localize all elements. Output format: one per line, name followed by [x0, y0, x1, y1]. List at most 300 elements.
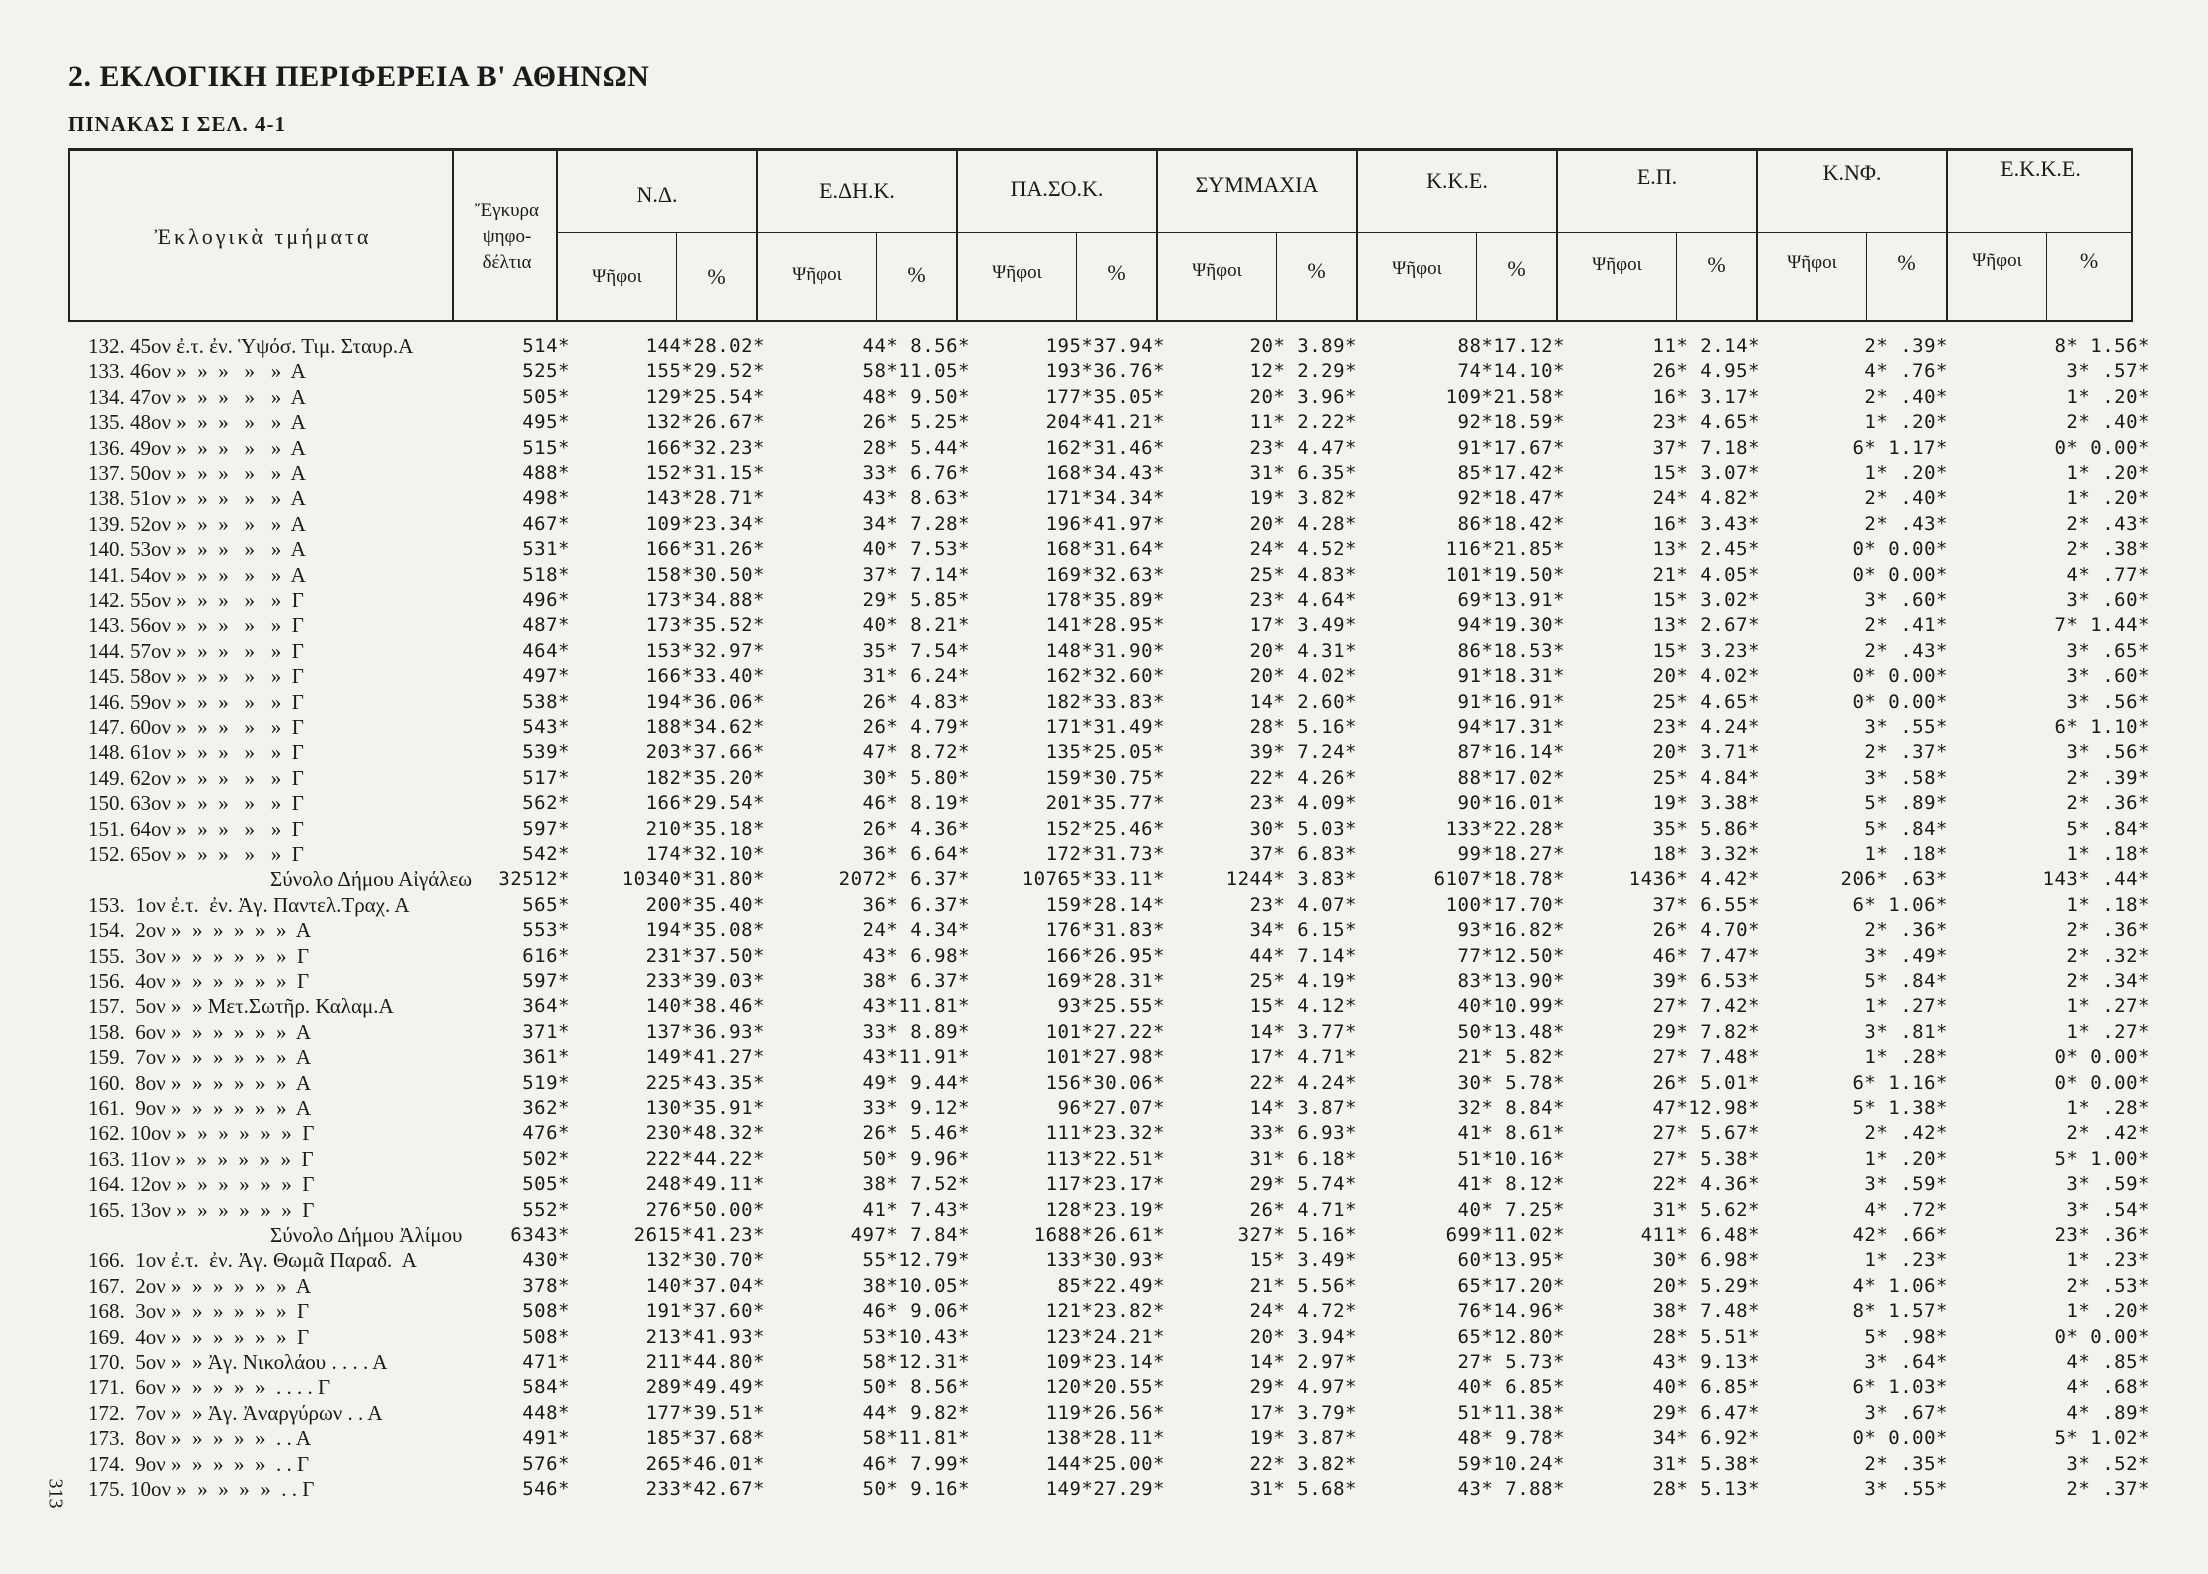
- party-result-cell: 201*35.77*: [1045, 792, 1165, 815]
- party-result-cell: 196*41.97*: [1045, 512, 1165, 535]
- party-result-cell: 0* 0.00*: [1852, 563, 1948, 586]
- section-label: 132. 45ον ἐ.τ. ἐν. Ὑψόσ. Τιμ. Σταυρ.Α: [88, 334, 414, 358]
- party-pasok: ΠΑ.ΣΟ.Κ.: [1010, 176, 1104, 201]
- party-result-cell: 3* .60*: [2066, 589, 2150, 611]
- party-result-cell: 2* .37*: [1864, 741, 1948, 764]
- table-row: [0, 740, 2208, 766]
- party-result-cell: 2615*41.23*: [633, 1224, 765, 1246]
- section-label: 153. 1ον ἐ.τ. ἐν. Ἀγ. Παντελ.Τραχ. Α: [88, 892, 410, 917]
- section-label: 136. 49ον » » » » » Α: [88, 435, 306, 460]
- party-result-cell: 76*14.96*: [1457, 1300, 1565, 1323]
- table-row: [0, 1477, 2208, 1503]
- party-result-cell: 83*13.90*: [1457, 970, 1565, 992]
- party-result-cell: 26* 4.36*: [862, 817, 970, 840]
- party-result-cell: 48* 9.50*: [862, 385, 970, 408]
- party-result-cell: 25* 4.19*: [1249, 970, 1357, 992]
- party-result-cell: 4* .89*: [2066, 1401, 2150, 1424]
- valid-ballots-cell: 508*: [522, 1325, 570, 1348]
- party-result-cell: 176*31.83*: [1045, 919, 1165, 942]
- party-result-cell: 4* .85*: [2066, 1351, 2150, 1373]
- party-result-cell: 120*20.55*: [1045, 1376, 1165, 1399]
- party-result-cell: 38* 7.52*: [862, 1173, 970, 1196]
- party-result-cell: 101*19.50*: [1445, 563, 1565, 586]
- section-label: 158. 6ον » » » » » » Α: [88, 1019, 312, 1044]
- party-result-cell: 3* .55*: [1864, 716, 1948, 738]
- table-row: [0, 994, 2208, 1020]
- party-result-cell: 327* 5.16*: [1237, 1224, 1357, 1246]
- valid-ballots-cell: 487*: [522, 614, 570, 637]
- party-result-cell: 43*11.91*: [862, 1046, 970, 1069]
- party-result-cell: 33* 6.93*: [1249, 1122, 1357, 1145]
- party-result-cell: 497* 7.84*: [850, 1224, 970, 1246]
- party-result-cell: 200*35.40*: [645, 893, 765, 916]
- table-row: [0, 1172, 2208, 1198]
- party-result-cell: 211*44.80*: [645, 1351, 765, 1373]
- percent-heading: %: [1507, 256, 1526, 281]
- percent-heading: %: [707, 264, 726, 289]
- party-result-cell: 173*34.88*: [645, 589, 765, 611]
- party-result-cell: 93*25.55*: [1057, 995, 1165, 1018]
- party-result-cell: 13* 2.67*: [1652, 614, 1760, 637]
- section-label: 163. 11ον » » » » » » Γ: [88, 1146, 314, 1171]
- party-result-cell: 133*30.93*: [1045, 1249, 1165, 1272]
- party-result-cell: 162*32.60*: [1045, 665, 1165, 688]
- table-row: [0, 766, 2208, 792]
- table-header: [68, 148, 2133, 322]
- percent-heading: %: [1107, 260, 1126, 285]
- party-result-cell: 18* 3.32*: [1652, 843, 1760, 865]
- party-result-cell: 117*23.17*: [1045, 1173, 1165, 1196]
- party-result-cell: 51*11.38*: [1457, 1401, 1565, 1424]
- table-row: [0, 1325, 2208, 1351]
- party-result-cell: 101*27.22*: [1045, 1020, 1165, 1043]
- party-result-cell: 2* .40*: [1864, 487, 1948, 510]
- section-label: 142. 55ον » » » » » Γ: [88, 588, 304, 612]
- party-result-cell: 43* 6.98*: [862, 944, 970, 967]
- party-result-cell: 129*25.54*: [645, 385, 765, 408]
- party-result-cell: 152*25.46*: [1045, 817, 1165, 840]
- valid-ballots-cell: 498*: [522, 487, 570, 510]
- party-result-cell: 172*31.73*: [1045, 843, 1165, 865]
- party-result-cell: 123*24.21*: [1045, 1325, 1165, 1348]
- party-result-cell: 58*11.05*: [862, 360, 970, 383]
- party-result-cell: 42* .66*: [1852, 1224, 1948, 1246]
- party-result-cell: 29* 7.82*: [1652, 1020, 1760, 1043]
- party-result-cell: 233*42.67*: [645, 1478, 765, 1500]
- party-result-cell: 1* .20*: [1864, 1147, 1948, 1170]
- party-result-cell: 27* 7.48*: [1652, 1046, 1760, 1069]
- valid-ballots-cell: 616*: [522, 944, 570, 967]
- table-row: [0, 1121, 2208, 1147]
- party-result-cell: 86*18.42*: [1457, 512, 1565, 535]
- valid-ballots-cell: 565*: [522, 893, 570, 916]
- party-result-cell: 39* 7.24*: [1249, 741, 1357, 764]
- party-result-cell: 5* 1.38*: [1852, 1097, 1948, 1119]
- party-result-cell: 171*34.34*: [1045, 487, 1165, 510]
- party-result-cell: 58*11.81*: [862, 1427, 970, 1450]
- section-label: 165. 13ον » » » » » » Γ: [88, 1197, 315, 1222]
- table-row: [0, 537, 2208, 563]
- party-result-cell: 29* 5.85*: [862, 589, 970, 611]
- table-row: [0, 588, 2208, 614]
- valid-ballots-cell: 519*: [522, 1071, 570, 1094]
- table-row: [0, 563, 2208, 589]
- section-label: 152. 65ον » » » » » Γ: [88, 842, 304, 866]
- party-result-cell: 116*21.85*: [1445, 538, 1565, 561]
- party-result-cell: 39* 6.53*: [1652, 970, 1760, 992]
- party-result-cell: 4* .76*: [1864, 360, 1948, 383]
- party-result-cell: 3* .67*: [1864, 1401, 1948, 1424]
- party-kke: Κ.Κ.Ε.: [1426, 168, 1488, 193]
- valid-ballots-cell: 476*: [522, 1122, 570, 1145]
- party-result-cell: 109*21.58*: [1445, 385, 1565, 408]
- party-result-cell: 166*31.26*: [645, 538, 765, 561]
- party-result-cell: 3* .56*: [2066, 741, 2150, 764]
- table-row: [0, 1045, 2208, 1071]
- section-label: 149. 62ον » » » » » Γ: [88, 765, 304, 790]
- party-result-cell: 46* 9.06*: [862, 1300, 970, 1323]
- party-result-cell: 19* 3.38*: [1652, 792, 1760, 815]
- party-result-cell: 74*14.10*: [1457, 360, 1565, 383]
- party-result-cell: 24* 4.34*: [862, 919, 970, 942]
- party-result-cell: 132*26.67*: [645, 411, 765, 434]
- valid-ballots-cell: 361*: [522, 1046, 570, 1069]
- table-row: [0, 334, 2208, 360]
- party-result-cell: 2* .36*: [1864, 919, 1948, 942]
- percent-heading: %: [2079, 248, 2099, 273]
- party-result-cell: 88*17.12*: [1457, 335, 1565, 357]
- party-result-cell: 38*10.05*: [862, 1274, 970, 1297]
- table-row: [0, 1248, 2208, 1274]
- party-result-cell: 69*13.91*: [1457, 589, 1565, 611]
- party-result-cell: 3* .49*: [1864, 944, 1948, 967]
- party-result-cell: 93*16.82*: [1457, 919, 1565, 942]
- party-result-cell: 30* 5.78*: [1457, 1071, 1565, 1094]
- table-row: [0, 918, 2208, 944]
- valid-ballots-cell: 546*: [522, 1478, 570, 1500]
- party-result-cell: 22* 4.26*: [1249, 766, 1357, 789]
- valid-ballots-cell: 576*: [522, 1452, 570, 1475]
- votes-heading: Ψῆφοι: [592, 266, 642, 287]
- party-result-cell: 177*39.51*: [645, 1401, 765, 1424]
- subtotal-label: Σύνολο Δήμου Ἀλίμου: [270, 1223, 463, 1247]
- party-result-cell: 31* 5.62*: [1652, 1198, 1760, 1221]
- party-result-cell: 15* 3.02*: [1652, 589, 1760, 611]
- votes-heading: Ψῆφοι: [1192, 260, 1242, 281]
- party-result-cell: 1244* 3.83*: [1225, 868, 1357, 891]
- valid-ballots-cell: 378*: [522, 1274, 570, 1297]
- party-result-cell: 1* .18*: [1864, 843, 1948, 865]
- party-result-cell: 166*32.23*: [645, 436, 765, 459]
- party-result-cell: 34* 6.15*: [1249, 919, 1357, 942]
- party-result-cell: 213*41.93*: [645, 1325, 765, 1348]
- party-result-cell: 43*11.81*: [862, 995, 970, 1018]
- party-result-cell: 8* 1.56*: [2054, 335, 2150, 357]
- table-row: [0, 1426, 2208, 1452]
- party-result-cell: 40* 6.85*: [1652, 1376, 1760, 1399]
- party-result-cell: 23* 4.64*: [1249, 589, 1357, 611]
- party-result-cell: 59*10.24*: [1457, 1452, 1565, 1475]
- party-result-cell: 144*25.00*: [1045, 1452, 1165, 1475]
- party-result-cell: 92*18.59*: [1457, 411, 1565, 434]
- party-nd: Ν.Δ.: [636, 182, 678, 207]
- party-result-cell: 2* .43*: [1864, 512, 1948, 535]
- percent-heading: %: [1707, 252, 1726, 277]
- party-result-cell: 3* .56*: [2066, 690, 2150, 713]
- party-result-cell: 20* 3.89*: [1249, 335, 1357, 357]
- party-result-cell: 0* 0.00*: [1852, 690, 1948, 713]
- party-result-cell: 0* 0.00*: [2054, 1071, 2150, 1094]
- section-label: 170. 5ον » » Ἀγ. Νικολάου . . . . Α: [88, 1350, 388, 1374]
- party-result-cell: 27* 5.67*: [1652, 1122, 1760, 1145]
- valid-ballots-cell: 543*: [522, 716, 570, 738]
- party-result-cell: 109*23.14*: [1045, 1351, 1165, 1373]
- party-result-cell: 3* .64*: [1864, 1351, 1948, 1373]
- valid-ballots-cell: 584*: [522, 1376, 570, 1399]
- party-result-cell: 1* .23*: [1864, 1249, 1948, 1272]
- table-row: [0, 715, 2208, 741]
- party-result-cell: 1* .20*: [2066, 385, 2150, 408]
- party-result-cell: 86*18.53*: [1457, 639, 1565, 662]
- party-result-cell: 153*32.97*: [645, 639, 765, 662]
- party-result-cell: 0* 0.00*: [1852, 538, 1948, 561]
- votes-heading: Ψῆφοι: [792, 264, 842, 285]
- party-result-cell: 94*19.30*: [1457, 614, 1565, 637]
- section-label: 160. 8ον » » » » » » Α: [88, 1070, 312, 1095]
- party-result-cell: 3* .58*: [1864, 766, 1948, 789]
- party-result-cell: 15* 3.23*: [1652, 639, 1760, 662]
- party-result-cell: 15* 3.49*: [1249, 1249, 1357, 1272]
- party-result-cell: 85*17.42*: [1457, 462, 1565, 484]
- party-result-cell: 40* 6.85*: [1457, 1376, 1565, 1399]
- party-result-cell: 43* 9.13*: [1652, 1351, 1760, 1373]
- valid-ballots-cell: 515*: [522, 436, 570, 459]
- section-label: 166. 1ον ἐ.τ. ἐν. Ἀγ. Θωμᾶ Παραδ. Α: [88, 1248, 417, 1273]
- party-result-cell: 26* 4.70*: [1652, 919, 1760, 942]
- party-result-cell: 3* .55*: [1864, 1478, 1948, 1500]
- section-label: 172. 7ον » » Ἀγ. Ἀναργύρων . . Α: [88, 1400, 383, 1425]
- party-result-cell: 5* .84*: [2066, 817, 2150, 840]
- party-result-cell: 166*26.95*: [1045, 944, 1165, 967]
- party-result-cell: 1* .23*: [2066, 1249, 2150, 1272]
- party-result-cell: 24* 4.52*: [1249, 538, 1357, 561]
- party-result-cell: 1688*26.61*: [1033, 1224, 1165, 1246]
- table-row: [0, 410, 2208, 436]
- party-knf: Κ.ΝΦ.: [1822, 160, 1882, 185]
- table-row: [0, 461, 2208, 487]
- votes-heading: Ψῆφοι: [992, 262, 1042, 283]
- party-result-cell: 20* 3.94*: [1249, 1325, 1357, 1348]
- party-result-cell: 47* 8.72*: [862, 741, 970, 764]
- valid-ballots-cell: 362*: [522, 1097, 570, 1119]
- party-result-cell: 36* 6.37*: [862, 893, 970, 916]
- party-result-cell: 193*36.76*: [1045, 360, 1165, 383]
- party-result-cell: 194*35.08*: [645, 919, 765, 942]
- party-result-cell: 1* .28*: [2066, 1097, 2150, 1119]
- valid-ballots-cell: 471*: [522, 1351, 570, 1373]
- party-result-cell: 16* 3.17*: [1652, 385, 1760, 408]
- party-result-cell: 28* 5.16*: [1249, 716, 1357, 738]
- party-result-cell: 41* 8.61*: [1457, 1122, 1565, 1145]
- party-result-cell: 23* 4.65*: [1652, 411, 1760, 434]
- table-row: [0, 944, 2208, 970]
- party-result-cell: 168*34.43*: [1045, 462, 1165, 484]
- party-result-cell: 137*36.93*: [645, 1020, 765, 1043]
- party-result-cell: 178*35.89*: [1045, 589, 1165, 611]
- party-result-cell: 1* .20*: [1864, 462, 1948, 484]
- party-result-cell: 8* 1.57*: [1852, 1300, 1948, 1323]
- party-result-cell: 22* 4.36*: [1652, 1173, 1760, 1196]
- party-result-cell: 276*50.00*: [645, 1198, 765, 1221]
- party-result-cell: 25* 4.65*: [1652, 690, 1760, 713]
- valid-ballots-cell: 518*: [522, 563, 570, 586]
- party-result-cell: 6* 1.16*: [1852, 1071, 1948, 1094]
- party-result-cell: 140*37.04*: [645, 1274, 765, 1297]
- party-result-cell: 1436* 4.42*: [1628, 868, 1760, 891]
- table-row: [0, 1274, 2208, 1300]
- party-result-cell: 41* 7.43*: [862, 1198, 970, 1221]
- party-result-cell: 1* .20*: [1864, 411, 1948, 434]
- valid-ballots-cell: 531*: [522, 538, 570, 561]
- party-result-cell: 40* 7.53*: [862, 538, 970, 561]
- party-result-cell: 14* 3.77*: [1249, 1020, 1357, 1043]
- valid-ballots-cell: 430*: [522, 1249, 570, 1272]
- party-result-cell: 149*41.27*: [645, 1046, 765, 1069]
- party-result-cell: 6* 1.06*: [1852, 893, 1948, 916]
- valid-ballots-cell: 542*: [522, 843, 570, 865]
- party-result-cell: 1* .20*: [2066, 487, 2150, 510]
- party-result-cell: 173*35.52*: [645, 614, 765, 637]
- party-result-cell: 143* .44*: [2042, 868, 2150, 891]
- party-result-cell: 188*34.62*: [645, 716, 765, 738]
- valid-ballots-cell: 488*: [522, 462, 570, 484]
- party-result-cell: 2* .39*: [2066, 766, 2150, 789]
- valid-ballots-cell: 539*: [522, 741, 570, 764]
- valid-ballots-cell: 597*: [522, 817, 570, 840]
- party-result-cell: 5* 1.00*: [2054, 1147, 2150, 1170]
- party-result-cell: 91*18.31*: [1457, 665, 1565, 688]
- party-result-cell: 6107*18.78*: [1433, 868, 1565, 891]
- party-result-cell: 17* 3.79*: [1249, 1401, 1357, 1424]
- valid-ballots-cell: 552*: [522, 1198, 570, 1221]
- party-result-cell: 174*32.10*: [645, 843, 765, 865]
- section-label: 140. 53ον » » » » » Α: [88, 537, 306, 562]
- party-result-cell: 29* 5.74*: [1249, 1173, 1357, 1196]
- party-result-cell: 2* .32*: [2066, 944, 2150, 967]
- party-result-cell: 4* .68*: [2066, 1376, 2150, 1399]
- party-result-cell: 44* 7.14*: [1249, 944, 1357, 967]
- party-result-cell: 14* 3.87*: [1249, 1097, 1357, 1119]
- party-result-cell: 182*35.20*: [645, 766, 765, 789]
- section-label: 147. 60ον » » » » » Γ: [88, 715, 304, 739]
- party-result-cell: 17* 4.71*: [1249, 1046, 1357, 1069]
- party-result-cell: 50* 9.16*: [862, 1478, 970, 1500]
- party-result-cell: 31* 5.38*: [1652, 1452, 1760, 1475]
- valid-ballots-cell: 496*: [522, 589, 570, 611]
- section-label: 175. 10ον » » » » » . . Γ: [88, 1477, 315, 1501]
- party-result-cell: 2* .42*: [2066, 1122, 2150, 1145]
- section-label: 161. 9ον » » » » » » Α: [88, 1096, 312, 1120]
- section-label: 138. 51ον » » » » » Α: [88, 486, 306, 511]
- party-result-cell: 27* 5.73*: [1457, 1351, 1565, 1373]
- section-label: 148. 61ον » » » » » Γ: [88, 740, 304, 765]
- subtotal-row: [0, 1223, 2208, 1249]
- section-label: 145. 58ον » » » » » Γ: [88, 664, 304, 689]
- party-result-cell: 29* 4.97*: [1249, 1376, 1357, 1399]
- party-result-cell: 233*39.03*: [645, 970, 765, 992]
- party-result-cell: 48* 9.78*: [1457, 1427, 1565, 1450]
- party-result-cell: 148*31.90*: [1045, 639, 1165, 662]
- party-result-cell: 13* 2.45*: [1652, 538, 1760, 561]
- votes-heading: Ψῆφοι: [1787, 252, 1837, 273]
- party-result-cell: 265*46.01*: [645, 1452, 765, 1475]
- party-edik: Ε.ΔΗ.Κ.: [819, 178, 895, 203]
- table-row: [0, 1147, 2208, 1173]
- sections-heading: Ἐκλογικὰ τμήματα: [154, 224, 372, 249]
- table-row: [0, 791, 2208, 817]
- valid-ballots-cell: 6343*: [510, 1224, 570, 1246]
- table-row: [0, 1096, 2208, 1122]
- party-result-cell: 65*17.20*: [1457, 1274, 1565, 1297]
- party-result-cell: 33* 9.12*: [862, 1097, 970, 1119]
- party-result-cell: 699*11.02*: [1445, 1224, 1565, 1246]
- party-result-cell: 30* 5.03*: [1249, 817, 1357, 840]
- party-result-cell: 23* 4.07*: [1249, 893, 1357, 916]
- party-result-cell: 248*49.11*: [645, 1173, 765, 1196]
- valid-ballots-cell: 32512*: [498, 868, 570, 891]
- party-result-cell: 46* 7.99*: [862, 1452, 970, 1475]
- party-result-cell: 0* 0.00*: [2054, 1325, 2150, 1348]
- table-row: [0, 1020, 2208, 1046]
- party-result-cell: 182*33.83*: [1045, 690, 1165, 713]
- section-label: 133. 46ον » » » » » Α: [88, 359, 306, 384]
- party-result-cell: 1* .28*: [1864, 1046, 1948, 1069]
- party-result-cell: 85*22.49*: [1057, 1274, 1165, 1297]
- section-label: 139. 52ον » » » » » Α: [88, 511, 306, 536]
- party-result-cell: 28* 5.13*: [1652, 1478, 1760, 1500]
- table-row: [0, 1198, 2208, 1224]
- party-result-cell: 30* 6.98*: [1652, 1249, 1760, 1272]
- table-row: [0, 613, 2208, 639]
- party-result-cell: 2* .36*: [2066, 919, 2150, 942]
- section-label: 168. 3ον » » » » » » Γ: [88, 1299, 310, 1324]
- valid-heading-3: δέλτια: [482, 252, 532, 273]
- table-row: [0, 1299, 2208, 1325]
- party-result-cell: 46* 7.47*: [1652, 944, 1760, 967]
- votes-heading: Ψῆφοι: [1392, 258, 1442, 279]
- party-result-cell: 99*18.27*: [1457, 843, 1565, 865]
- party-result-cell: 49* 9.44*: [862, 1071, 970, 1094]
- party-result-cell: 2* .40*: [2066, 411, 2150, 434]
- party-result-cell: 158*30.50*: [645, 563, 765, 586]
- party-result-cell: 55*12.79*: [862, 1249, 970, 1272]
- valid-ballots-cell: 553*: [522, 919, 570, 942]
- party-result-cell: 23* 4.24*: [1652, 716, 1760, 738]
- party-result-cell: 23* 4.09*: [1249, 792, 1357, 815]
- party-result-cell: 185*37.68*: [645, 1427, 765, 1450]
- party-result-cell: 6* 1.03*: [1852, 1376, 1948, 1399]
- party-result-cell: 27* 5.38*: [1652, 1147, 1760, 1170]
- party-result-cell: 177*35.05*: [1045, 385, 1165, 408]
- party-result-cell: 11* 2.22*: [1249, 411, 1357, 434]
- party-result-cell: 289*49.49*: [645, 1376, 765, 1399]
- party-result-cell: 40*10.99*: [1457, 995, 1565, 1018]
- party-result-cell: 43* 7.88*: [1457, 1478, 1565, 1500]
- section-label: 144. 57ον » » » » » Γ: [88, 638, 304, 663]
- party-result-cell: 19* 3.82*: [1249, 487, 1357, 510]
- party-result-cell: 0* 0.00*: [2054, 436, 2150, 459]
- party-result-cell: 4* .72*: [1864, 1198, 1948, 1221]
